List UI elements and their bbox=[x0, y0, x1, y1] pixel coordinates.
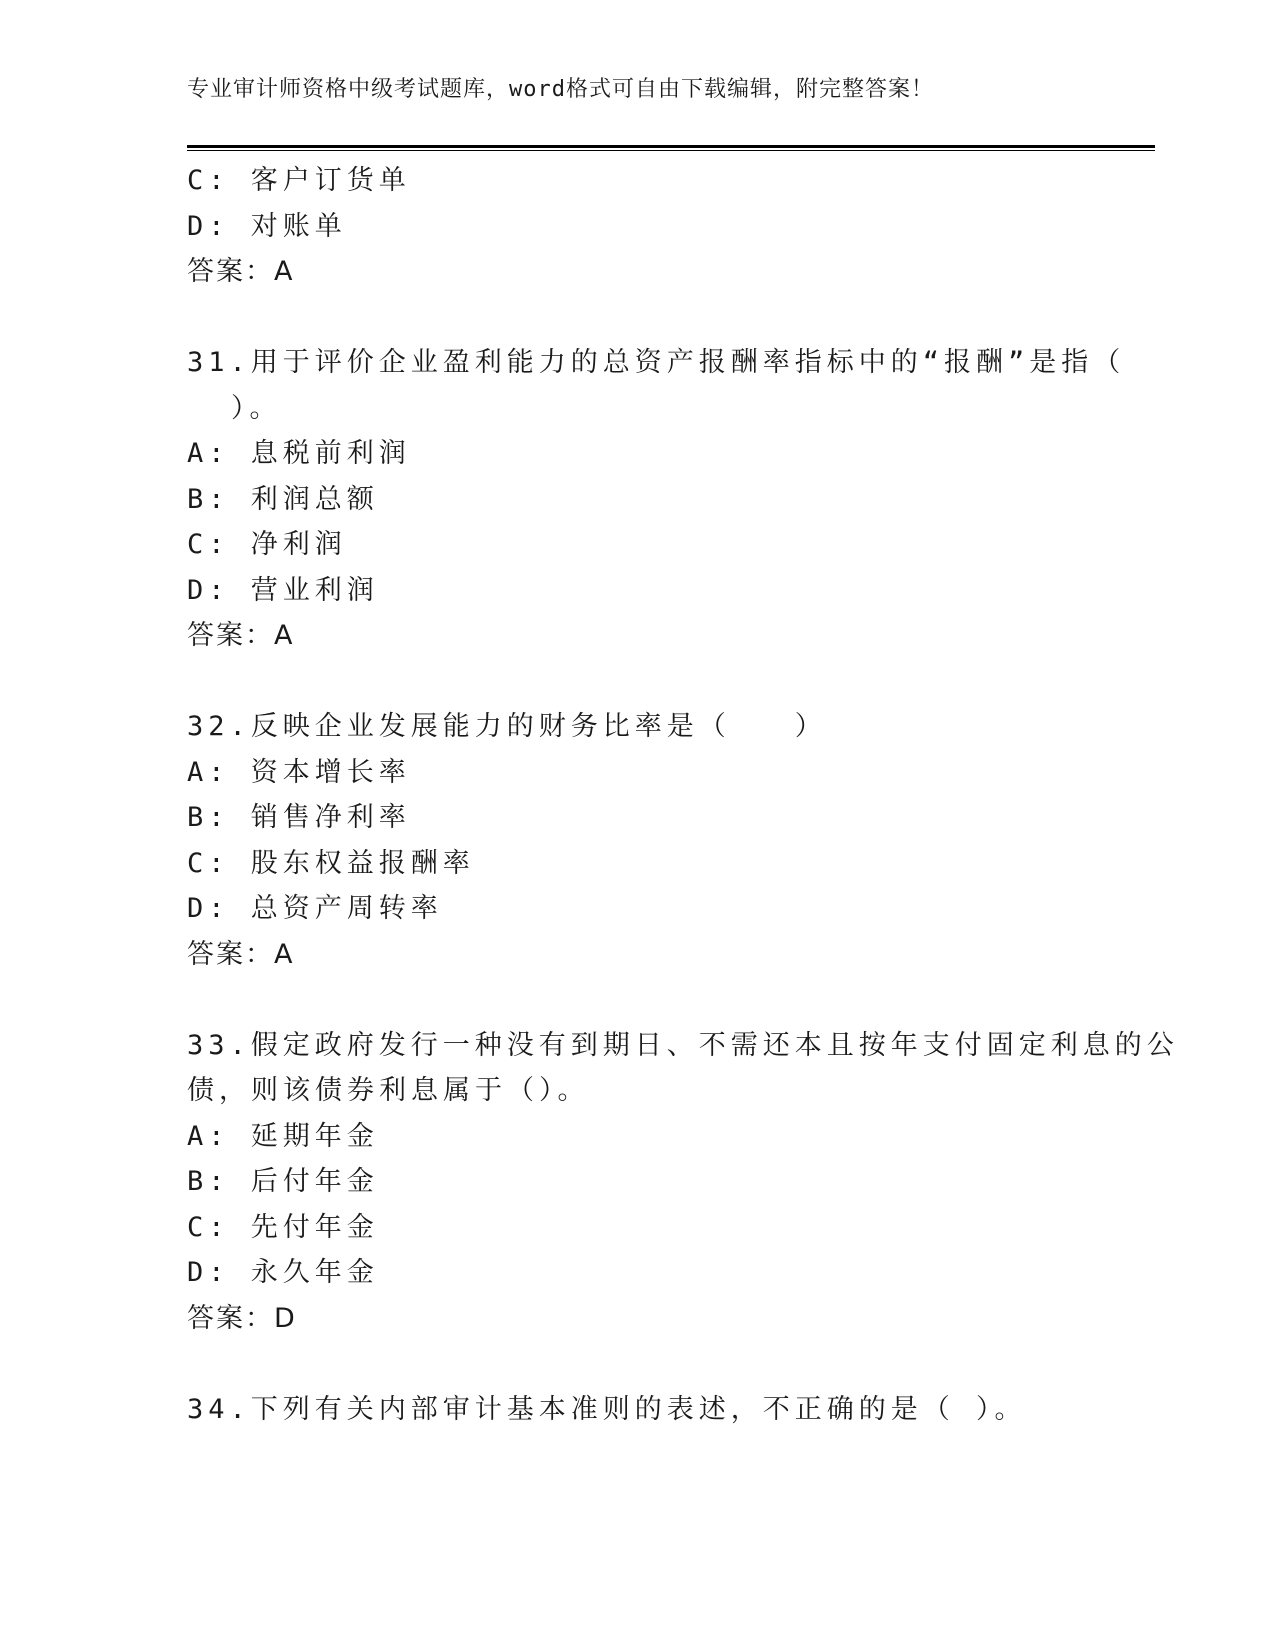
answer-key: 答案：A bbox=[187, 256, 295, 287]
header-rule-thin bbox=[187, 150, 1155, 151]
answer-option: A: 息税前利润 bbox=[187, 438, 411, 469]
page-header: 专业审计师资格中级考试题库，word格式可自由下载编辑，附完整答案！ bbox=[187, 77, 934, 102]
answer-key: 答案：D bbox=[187, 1302, 297, 1334]
header-rule bbox=[187, 145, 1155, 148]
answer-option: B: 销售净利率 bbox=[187, 802, 411, 833]
spacer bbox=[187, 659, 1087, 705]
answer-option: A: 延期年金 bbox=[187, 1120, 379, 1152]
answer-option: C: 先付年金 bbox=[187, 1211, 379, 1243]
question-text: 债，则该债券利息属于（）。 bbox=[187, 1075, 590, 1106]
answer-option: B: 利润总额 bbox=[187, 483, 379, 515]
answer-option: C: 股东权益报酬率 bbox=[187, 847, 475, 879]
spacer bbox=[187, 295, 1087, 341]
answer-option: C: 客户订货单 bbox=[187, 165, 411, 196]
answer-key: 答案：A bbox=[187, 938, 295, 970]
question-text: ）。 bbox=[231, 392, 282, 424]
answer-key: 答案：A bbox=[187, 620, 295, 651]
spacer bbox=[187, 977, 1087, 1023]
question-list bbox=[187, 158, 1179, 1432]
answer-option: D: 对账单 bbox=[187, 210, 347, 242]
answer-option: A: 资本增长率 bbox=[187, 756, 411, 788]
answer-option: D: 营业利润 bbox=[187, 574, 379, 606]
answer-option: D: 总资产周转率 bbox=[187, 893, 443, 924]
answer-option: C: 净利润 bbox=[187, 529, 347, 560]
question-text: 33.假定政府发行一种没有到期日、不需还本且按年支付固定利息的公 bbox=[187, 1029, 1179, 1061]
spacer bbox=[187, 1341, 1087, 1387]
answer-option: D: 永久年金 bbox=[187, 1257, 379, 1288]
question-text: 34.下列有关内部审计基本准则的表述，不正确的是（ ）。 bbox=[187, 1393, 1027, 1425]
question-text: 31.用于评价企业盈利能力的总资产报酬率指标中的“报酬”是指（ bbox=[187, 347, 1126, 378]
answer-option: B: 后付年金 bbox=[187, 1166, 379, 1197]
question-text: 32.反映企业发展能力的财务比率是（ ） bbox=[187, 711, 827, 742]
